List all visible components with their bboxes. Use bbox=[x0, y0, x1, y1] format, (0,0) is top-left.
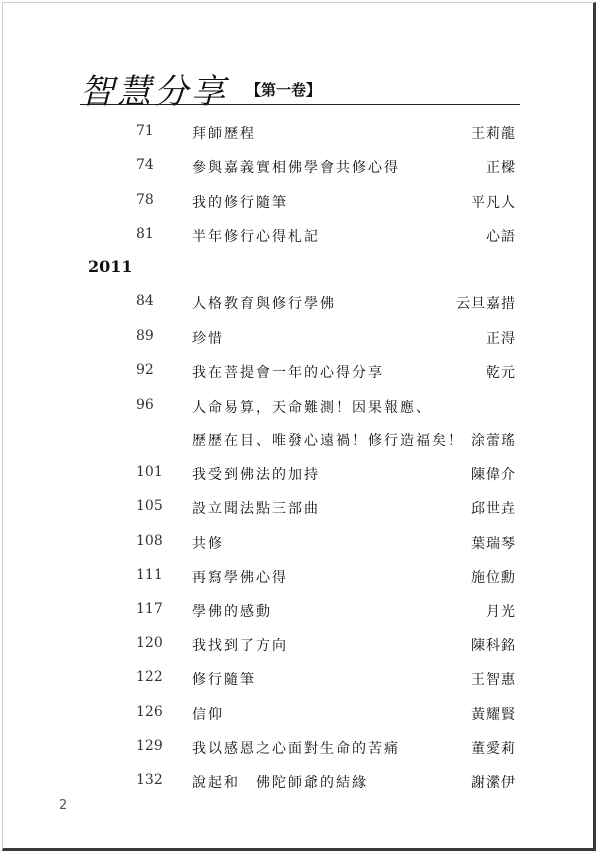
toc-page-number: 92 bbox=[136, 362, 154, 378]
toc-row bbox=[0, 601, 600, 625]
toc-author: 平凡人 bbox=[471, 195, 516, 211]
toc-title: 我的修行隨筆 bbox=[192, 195, 288, 211]
toc-row bbox=[0, 669, 600, 693]
header-rule bbox=[80, 104, 520, 105]
toc-author: 陳科銘 bbox=[471, 638, 516, 654]
toc-title: 我在菩提會一年的心得分享 bbox=[192, 365, 384, 381]
toc-page-number: 122 bbox=[136, 669, 163, 685]
toc-author: 陳偉介 bbox=[471, 467, 516, 483]
toc-title: 共修 bbox=[192, 536, 224, 552]
toc-row bbox=[0, 397, 600, 421]
toc-page-number: 96 bbox=[136, 397, 154, 413]
toc-row bbox=[0, 464, 600, 488]
toc-row bbox=[0, 772, 600, 796]
toc-row bbox=[0, 192, 600, 216]
toc-row bbox=[0, 567, 600, 591]
toc-author: 正淂 bbox=[486, 331, 516, 347]
toc-author: 乾元 bbox=[486, 365, 516, 381]
toc-author: 心語 bbox=[486, 229, 516, 245]
page-header bbox=[80, 64, 520, 112]
toc-author: 云旦嘉措 bbox=[456, 296, 516, 312]
toc-row bbox=[0, 226, 600, 250]
toc-title: 我找到了方向 bbox=[192, 638, 288, 654]
toc-author: 月光 bbox=[486, 604, 516, 620]
calligraphy-title: 智慧分享 bbox=[80, 72, 228, 112]
toc-title: 半年修行心得札記 bbox=[192, 229, 320, 245]
toc-page-number: 81 bbox=[136, 226, 154, 242]
toc-author: 黃耀賢 bbox=[471, 707, 516, 723]
toc-page-number: 84 bbox=[136, 293, 154, 309]
toc-page-number: 129 bbox=[136, 738, 163, 754]
toc-row bbox=[0, 328, 600, 352]
toc-page-number: 105 bbox=[136, 498, 163, 514]
toc-author: 王莉龍 bbox=[471, 126, 516, 142]
toc-page-number: 117 bbox=[136, 601, 163, 617]
toc-page-number: 78 bbox=[136, 192, 154, 208]
year-heading: 2011 bbox=[88, 257, 133, 276]
toc-title: 珍惜 bbox=[192, 331, 224, 347]
toc-page-number: 111 bbox=[136, 567, 163, 583]
toc-title: 拜師歷程 bbox=[192, 126, 256, 142]
toc-row bbox=[0, 533, 600, 557]
toc-title: 修行隨筆 bbox=[192, 672, 256, 688]
toc-row bbox=[0, 738, 600, 762]
toc-row bbox=[0, 635, 600, 659]
toc-row bbox=[0, 362, 600, 386]
toc-page-number: 101 bbox=[136, 464, 163, 480]
toc-row-continuation bbox=[0, 430, 600, 454]
toc-author: 邱世垚 bbox=[471, 501, 516, 517]
toc-page-number: 71 bbox=[136, 123, 154, 139]
toc-title: 歷歷在目、唯發心遠禍！修行造福矣！ bbox=[192, 433, 464, 449]
toc-title: 信仰 bbox=[192, 707, 224, 723]
toc-title: 學佛的感動 bbox=[192, 604, 272, 620]
toc-author: 施位勳 bbox=[471, 570, 516, 586]
toc-title: 參與嘉義實相佛學會共修心得 bbox=[192, 160, 400, 176]
toc-title: 再寫學佛心得 bbox=[192, 570, 288, 586]
toc-author: 正樑 bbox=[486, 160, 516, 176]
toc-page-number: 89 bbox=[136, 328, 154, 344]
toc-author: 謝瀠伊 bbox=[471, 775, 516, 791]
toc-title: 人命易算，天命難測！因果報應、 bbox=[192, 400, 432, 416]
toc-title: 我受到佛法的加持 bbox=[192, 467, 320, 483]
toc-author: 葉瑞琴 bbox=[471, 536, 516, 552]
toc-page-number: 132 bbox=[136, 772, 163, 788]
toc-title: 人格教育與修行學佛 bbox=[192, 296, 336, 312]
volume-label: 【第一卷】 bbox=[246, 81, 322, 99]
toc-page-number: 120 bbox=[136, 635, 163, 651]
toc-row bbox=[0, 157, 600, 181]
toc-title: 我以感恩之心面對生命的苦痛 bbox=[192, 741, 400, 757]
toc-row bbox=[0, 498, 600, 522]
toc-row bbox=[0, 123, 600, 147]
toc-title: 設立聞法點三部曲 bbox=[192, 501, 320, 517]
toc-author: 董愛莉 bbox=[471, 741, 516, 757]
toc-title: 說起和 佛陀師爺的結緣 bbox=[192, 775, 368, 791]
toc-page-number: 74 bbox=[136, 157, 154, 173]
toc-author: 涂蕾瑤 bbox=[471, 433, 516, 449]
toc-page-number: 126 bbox=[136, 704, 163, 720]
toc-author: 王智惠 bbox=[471, 672, 516, 688]
page-number: 2 bbox=[59, 798, 68, 813]
toc-row bbox=[0, 293, 600, 317]
toc-row bbox=[0, 704, 600, 728]
toc-page-number: 108 bbox=[136, 533, 163, 549]
